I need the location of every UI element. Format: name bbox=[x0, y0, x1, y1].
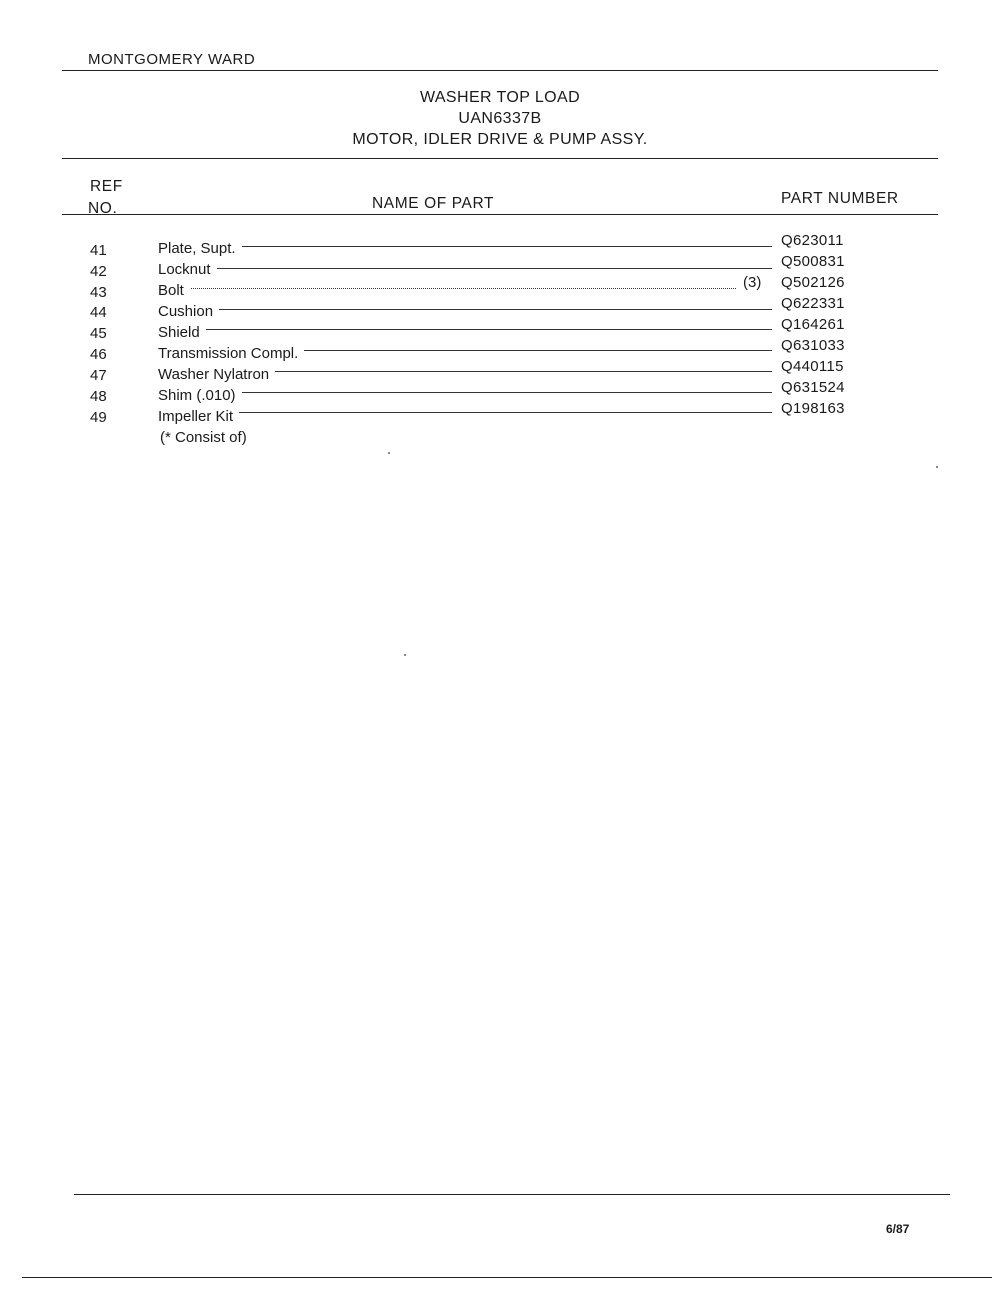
col-number-header: PART NUMBER bbox=[781, 190, 899, 207]
leader-line bbox=[160, 392, 772, 393]
bottom-edge-rule bbox=[22, 1277, 992, 1278]
revision-date: 6/87 bbox=[886, 1222, 910, 1236]
ref-number: 47 bbox=[90, 367, 107, 384]
ref-number: 49 bbox=[90, 409, 107, 426]
part-number: Q500831 bbox=[781, 253, 845, 270]
col-ref-header-line2: NO. bbox=[88, 200, 118, 217]
ref-number: 45 bbox=[90, 325, 107, 342]
footer-rule bbox=[74, 1194, 950, 1195]
document-title: WASHER TOP LOAD bbox=[419, 89, 581, 106]
model-number: UAN6337B bbox=[458, 110, 542, 127]
leader-line bbox=[160, 309, 772, 310]
leader-line bbox=[160, 412, 772, 413]
ref-number: 43 bbox=[90, 284, 107, 301]
part-name: Washer Nylatron bbox=[158, 366, 275, 383]
part-name: Bolt bbox=[158, 282, 190, 299]
part-name: Transmission Compl. bbox=[158, 345, 304, 362]
leader-line bbox=[160, 246, 772, 247]
part-name: Locknut bbox=[158, 261, 217, 278]
ref-number: 42 bbox=[90, 263, 107, 280]
part-number: Q631524 bbox=[781, 379, 845, 396]
header-rule bbox=[62, 70, 938, 71]
part-name: Shim (.010) bbox=[158, 387, 242, 404]
part-name: Impeller Kit bbox=[158, 408, 239, 425]
part-name: Shield bbox=[158, 324, 206, 341]
part-number: Q440115 bbox=[781, 358, 844, 375]
part-name: Cushion bbox=[158, 303, 219, 320]
part-number: Q631033 bbox=[781, 337, 845, 354]
leader-line bbox=[160, 288, 736, 289]
scan-speck bbox=[404, 654, 406, 656]
part-name: Plate, Supt. bbox=[158, 240, 242, 257]
part-number: Q164261 bbox=[781, 316, 845, 333]
ref-number: 44 bbox=[90, 304, 107, 321]
ref-number: 41 bbox=[90, 242, 107, 259]
col-name-header: NAME OF PART bbox=[372, 195, 495, 212]
brand-name: MONTGOMERY WARD bbox=[88, 51, 256, 68]
leader-line bbox=[160, 329, 772, 330]
leader-line bbox=[160, 268, 772, 269]
ref-number: 46 bbox=[90, 346, 107, 363]
part-number: Q198163 bbox=[781, 400, 845, 417]
ref-number: 48 bbox=[90, 388, 107, 405]
quantity: (3) bbox=[743, 274, 762, 291]
part-number: Q622331 bbox=[781, 295, 845, 312]
assembly-title: MOTOR, IDLER DRIVE & PUMP ASSY. bbox=[352, 131, 648, 148]
part-number: Q623011 bbox=[781, 232, 844, 249]
part-number: Q502126 bbox=[781, 274, 845, 291]
column-header-rule bbox=[62, 214, 938, 215]
consist-of-note: (* Consist of) bbox=[160, 429, 247, 446]
col-ref-header-line1: REF bbox=[90, 178, 123, 195]
scan-speck bbox=[936, 466, 938, 468]
scan-speck bbox=[388, 452, 390, 454]
title-rule bbox=[62, 158, 938, 159]
